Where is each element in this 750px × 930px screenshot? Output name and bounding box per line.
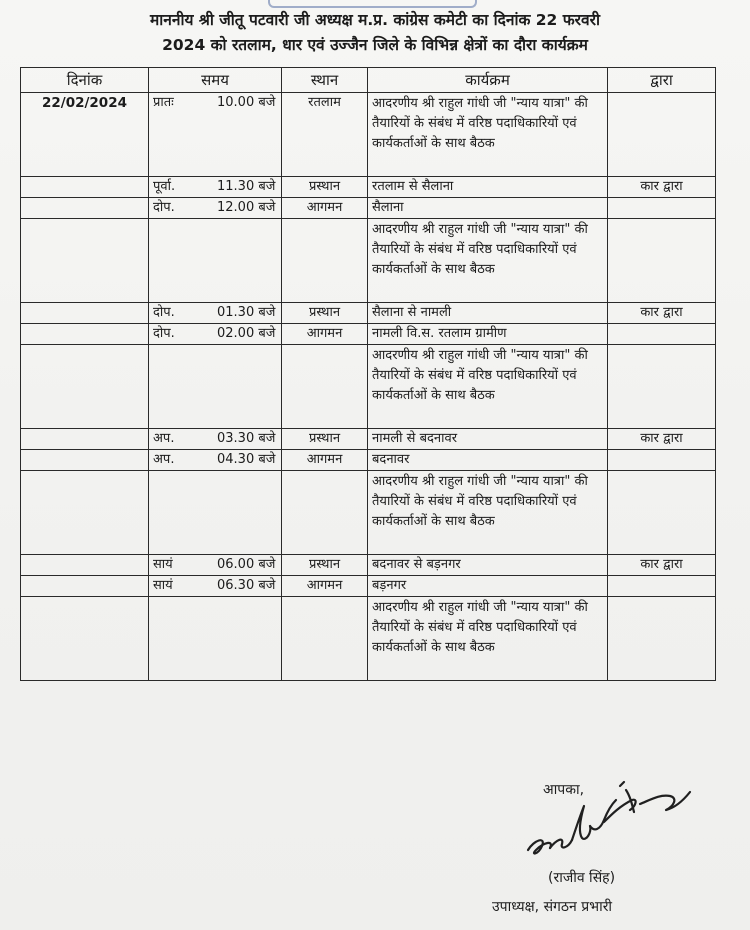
cell-programme: बदनावर से बड़नगर	[368, 555, 608, 576]
time-period: दोप.	[153, 200, 175, 215]
schedule-row	[21, 471, 716, 555]
schedule-row	[21, 450, 716, 471]
top-edge-mark	[268, 0, 477, 8]
cell-programme: सैलाना	[368, 198, 608, 219]
cell-by	[608, 198, 716, 219]
cell-by: कार द्वारा	[608, 177, 716, 198]
cell-programme: नामली वि.स. रतलाम ग्रामीण	[368, 324, 608, 345]
cell-date	[21, 576, 149, 597]
schedule-row	[21, 555, 716, 576]
cell-place: आगमन	[282, 324, 368, 345]
time-value: 04.30 बजे	[217, 452, 276, 467]
cell-place: प्रस्थान	[282, 555, 368, 576]
time-value: 01.30 बजे	[217, 305, 276, 320]
cell-date	[21, 198, 149, 219]
cell-place: प्रस्थान	[282, 429, 368, 450]
cell-place: रतलाम	[282, 93, 368, 177]
schedule-row	[21, 597, 716, 681]
cell-programme: रतलाम से सैलाना	[368, 177, 608, 198]
cell-place	[282, 597, 368, 681]
cell-by	[608, 93, 716, 177]
cell-date	[21, 324, 149, 345]
schedule-table	[20, 67, 716, 681]
cell-place: आगमन	[282, 450, 368, 471]
cell-time	[149, 177, 282, 198]
cell-time	[149, 450, 282, 471]
cell-by: कार द्वारा	[608, 429, 716, 450]
header-programme: कार्यक्रम	[368, 68, 608, 93]
cell-place: प्रस्थान	[282, 303, 368, 324]
cell-by	[608, 576, 716, 597]
cell-time	[149, 303, 282, 324]
time-period: दोप.	[153, 305, 175, 320]
time-value: 11.30 बजे	[217, 179, 276, 194]
time-value: 03.30 बजे	[217, 431, 276, 446]
cell-time	[149, 324, 282, 345]
cell-programme: आदरणीय श्री राहुल गांधी जी "न्याय यात्रा" की तैयारियों के संबंध में वरिष्ठ पदाधिकारियों एवं कार्यकर्ताओं के साथ बैठक	[368, 471, 608, 555]
header-by: द्वारा	[608, 68, 716, 93]
cell-programme: सैलाना से नामली	[368, 303, 608, 324]
cell-date	[21, 303, 149, 324]
time-period: पूर्वा.	[153, 179, 176, 194]
cell-date	[21, 471, 149, 555]
cell-time	[149, 597, 282, 681]
cell-place	[282, 471, 368, 555]
schedule-row	[21, 177, 716, 198]
schedule-row	[21, 198, 716, 219]
time-value: 12.00 बजे	[217, 200, 276, 215]
cell-by	[608, 597, 716, 681]
cell-by	[608, 219, 716, 303]
cell-time	[149, 471, 282, 555]
cell-time	[149, 576, 282, 597]
cell-programme: आदरणीय श्री राहुल गांधी जी "न्याय यात्रा" की तैयारियों के संबंध में वरिष्ठ पदाधिकारियों एवं कार्यकर्ताओं के साथ बैठक	[368, 219, 608, 303]
cell-place	[282, 219, 368, 303]
cell-time	[149, 198, 282, 219]
schedule-row	[21, 303, 716, 324]
header-date: दिनांक	[21, 68, 149, 93]
document-heading	[20, 8, 730, 58]
cell-date	[21, 450, 149, 471]
header-time: समय	[149, 68, 282, 93]
time-value: 06.00 बजे	[217, 557, 276, 572]
schedule-row	[21, 324, 716, 345]
cell-date	[21, 555, 149, 576]
cell-time	[149, 93, 282, 177]
time-value: 06.30 बजे	[217, 578, 276, 593]
cell-by	[608, 345, 716, 429]
cell-time	[149, 429, 282, 450]
closing-text: आपका,	[543, 782, 585, 798]
cell-date	[21, 429, 149, 450]
schedule-row	[21, 345, 716, 429]
cell-by: कार द्वारा	[608, 303, 716, 324]
heading-line-2: 2024 को रतलाम, धार एवं उज्जैन जिले के विभिन्न क्षेत्रों का दौरा कार्यक्रम	[162, 36, 588, 54]
cell-date	[21, 219, 149, 303]
heading-line-1: माननीय श्री जीतू पटवारी जी अध्यक्ष म.प्र. कांग्रेस कमेटी का दिनांक 22 फरवरी	[150, 11, 600, 29]
time-period: सायं	[153, 557, 173, 572]
cell-programme: आदरणीय श्री राहुल गांधी जी "न्याय यात्रा" की तैयारियों के संबंध में वरिष्ठ पदाधिकारियों एवं कार्यकर्ताओं के साथ बैठक	[368, 597, 608, 681]
cell-programme: आदरणीय श्री राहुल गांधी जी "न्याय यात्रा" की तैयारियों के संबंध में वरिष्ठ पदाधिकारियों एवं कार्यकर्ताओं के साथ बैठक	[368, 345, 608, 429]
time-value: 10.00 बजे	[217, 95, 276, 110]
cell-place	[282, 345, 368, 429]
cell-place: आगमन	[282, 198, 368, 219]
cell-by: कार द्वारा	[608, 555, 716, 576]
schedule-row	[21, 219, 716, 303]
schedule-header-row	[21, 68, 716, 93]
time-period: अप.	[153, 431, 175, 446]
cell-date	[21, 345, 149, 429]
cell-place: प्रस्थान	[282, 177, 368, 198]
cell-by	[608, 450, 716, 471]
time-period: सायं	[153, 578, 173, 593]
cell-by	[608, 324, 716, 345]
cell-date	[21, 597, 149, 681]
header-place: स्थान	[282, 68, 368, 93]
schedule-row	[21, 576, 716, 597]
time-period: दोप.	[153, 326, 175, 341]
schedule-body	[21, 93, 716, 681]
time-period: अप.	[153, 452, 175, 467]
cell-by	[608, 471, 716, 555]
cell-programme: नामली से बदनावर	[368, 429, 608, 450]
cell-programme: बदनावर	[368, 450, 608, 471]
schedule-row	[21, 429, 716, 450]
signer-title: उपाध्यक्ष, संगठन प्रभारी	[492, 899, 613, 915]
cell-place: आगमन	[282, 576, 368, 597]
cell-date: 22/02/2024	[21, 93, 149, 177]
schedule-row	[21, 93, 716, 177]
cell-time	[149, 219, 282, 303]
time-value: 02.00 बजे	[217, 326, 276, 341]
cell-date	[21, 177, 149, 198]
cell-time	[149, 555, 282, 576]
time-period: प्रातः	[153, 95, 174, 110]
cell-programme: आदरणीय श्री राहुल गांधी जी "न्याय यात्रा" की तैयारियों के संबंध में वरिष्ठ पदाधिकारियों एवं कार्यकर्ताओं के साथ बैठक	[368, 93, 608, 177]
cell-programme: बड़नगर	[368, 576, 608, 597]
handwritten-signature	[520, 770, 700, 865]
signer-name: (राजीव सिंह)	[548, 870, 616, 886]
cell-time	[149, 345, 282, 429]
